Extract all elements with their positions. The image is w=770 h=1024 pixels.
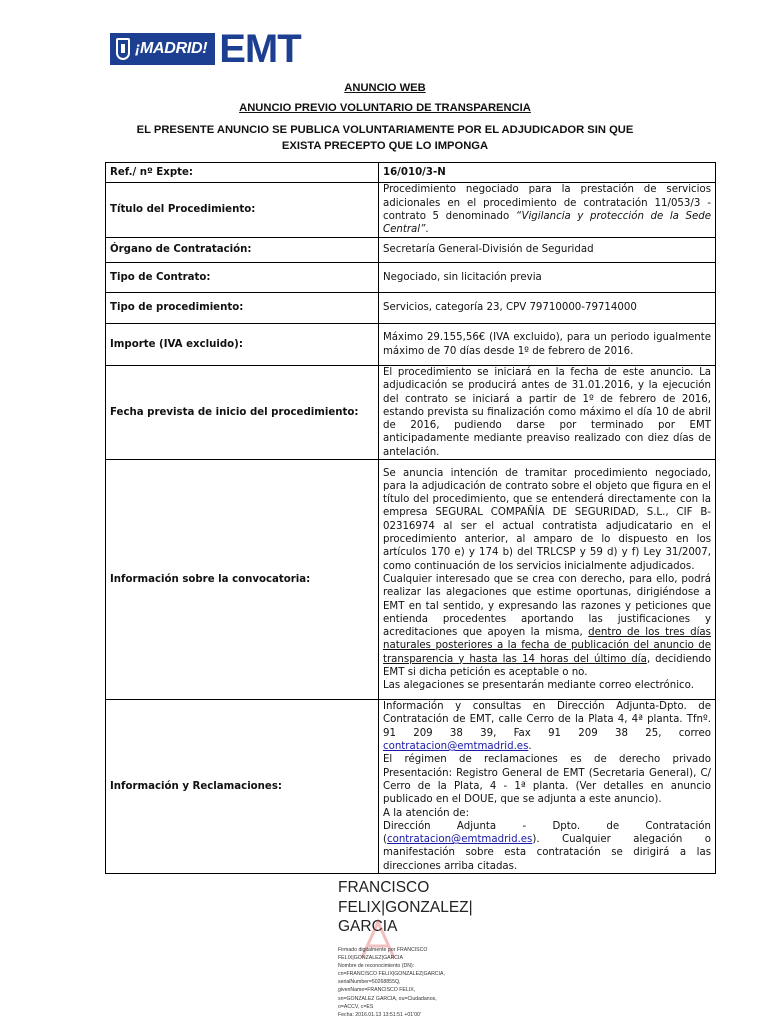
table-row-tipo-procedimiento <box>106 293 716 324</box>
importe-value: Máximo 29.155,56€ (IVA excluido), para un periodo igualmente máximo de 70 días desde 1º de febrero de 2016. <box>379 324 716 366</box>
convocatoria-paragraph-2: Cualquier interesado que se crea con derecho, para ello, podrá realizar las alegaciones que estime oportunas, dirigiéndose a EMT en tal sentido, y expresando las razones y peticiones que entienda procedentes aportando las justificaciones y acreditaciones que apoyen la misma, dentro de los tres días naturales posteriores a la fecha de publicación del anuncio de transparencia y hasta las 14 horas del último día, decidiendo EMT si dicha petición es aceptable o no. <box>383 573 711 678</box>
signer-name-line-2: FELIX|GONZALEZ| <box>338 898 473 916</box>
email-link[interactable]: contratacion@emtmadrid.es <box>383 741 529 753</box>
titulo-label: Título del Procedimiento: <box>106 183 379 238</box>
ref-label: Ref./ nº Expte: <box>106 163 379 183</box>
signer-name-line-3: GARCIA <box>338 918 398 935</box>
document-subtitle: ANUNCIO PREVIO VOLUNTARIO DE TRANSPARENCIA <box>239 102 531 114</box>
digital-signature <box>338 878 473 1018</box>
document-title: ANUNCIO WEB <box>344 82 426 94</box>
reclamaciones-label: Información y Reclamaciones: <box>106 700 379 874</box>
reclamaciones-value <box>379 700 716 874</box>
reclamaciones-paragraph-3: A la atención de: <box>383 807 470 819</box>
tipo-contrato-value: Negociado, sin licitación previa <box>379 263 716 293</box>
table-row-importe <box>106 324 716 366</box>
fecha-value: El procedimiento se iniciará en la fecha de este anuncio. La adjudicación se producirá antes de 31.01.2016, y la ejecución del contrato se iniciará a partir de 1º de febrero de 2016, estando prevista su finalización como máximo el día 10 de abril de 2016, pudiendo darse por terminado por EMT anticipadamente mediante preaviso realizado con diez días de antelación. <box>379 366 716 460</box>
deadline-text: dentro de los tres días naturales posteriores a la fecha de publicación del anuncio de transparencia y hasta las 14 horas del último día <box>383 627 711 665</box>
ref-value: 16/010/3-N <box>379 163 716 183</box>
tipo-procedimiento-label: Tipo de procedimiento: <box>106 293 379 324</box>
organo-value: Secretaría General-División de Seguridad <box>379 238 716 263</box>
table-row-tipo-contrato <box>106 263 716 293</box>
table-row-ref <box>106 163 716 183</box>
madrid-badge <box>110 33 215 65</box>
fecha-label: Fecha prevista de inicio del procedimiento: <box>106 366 379 460</box>
tipo-procedimiento-value: Servicios, categoría 23, CPV 79710000-79714000 <box>379 293 716 324</box>
signature-details: Firmado digitalmente por FRANCISCO FELIX|GONZALEZ|GARCIA Nombre de reconocimiento (DN): cn=FRANCISCO FELIX|GONZALEZ|GARCIA, serialNumber=50268855Q, givenName=FRANCISCO FELIX, sn=GONZALEZ GARCIA, ou=Ciudadanos, o=ACCV, c=ES Fecha: 2016.01.13 13:51:51 +01'00' <box>338 947 445 1018</box>
reclamaciones-paragraph-1: Información y consultas en Dirección Adjunta-Dpto. de Contratación de EMT, calle Cerro de la Plata 4, 4ª planta. Tfnº. 91 209 38 39, Fax 91 209 38 25, correo contratacion@emtmadrid.es. <box>383 701 711 753</box>
madrid-crest-icon <box>116 38 130 60</box>
notice-line-2: EXISTA PRECEPTO QUE LO IMPONGA <box>281 140 489 152</box>
table-row-fecha <box>106 366 716 460</box>
table-row-convocatoria <box>106 460 716 700</box>
email-link-2[interactable]: contratacion@emtmadrid.es <box>386 834 533 846</box>
organo-label: Órgano de Contratación: <box>106 238 379 263</box>
convocatoria-value <box>379 460 716 700</box>
tipo-contrato-label: Tipo de Contrato: <box>106 263 379 293</box>
convocatoria-label: Información sobre la convocatoria: <box>106 460 379 700</box>
table-row-titulo <box>106 183 716 238</box>
importe-label: Importe (IVA excluido): <box>106 324 379 366</box>
convocatoria-paragraph-1: Se anuncia intención de tramitar procedimiento negociado, para la adjudicación de contrato sobre el objeto que figura en el título del procedimiento, que se entenderá directamente con la empresa SEGURAL COMPAÑÍA DE SEGURIDAD, S.L., CIF B-02316974 al ser el actual contratista adjudicatario en el procedimiento anterior, al amparo de lo dispuesto en los artículos 170 e) y 174 b) del TRLCSP y 59 d) y f) Ley 31/2007, como continuación de los servicios inicialmente adjudicados. <box>383 467 711 572</box>
reclamaciones-paragraph-4: Dirección Adjunta - Dpto. de Contratación (contratacion@emtmadrid.es). Cualquier alegación o manifestación sobre esta contratación se dirigirá a las direcciones arriba citadas. <box>383 820 711 872</box>
signer-name-line-1: FRANCISCO <box>338 879 430 896</box>
emt-wordmark: EMT <box>219 27 301 71</box>
announcement-table <box>105 162 716 874</box>
table-row-organo <box>106 238 716 263</box>
titulo-value: Procedimiento negociado para la prestación de servicios adicionales en el procedimiento de contratación 11/053/3 - contrato 5 denominado “Vigilancia y protección de la Sede Central”. <box>379 183 716 238</box>
table-row-reclamaciones <box>106 700 716 874</box>
reclamaciones-paragraph-2: El régimen de reclamaciones es de derecho privado Presentación: Registro General de EMT (Secretaria General), C/ Cerro de la Plata, 4 - 1ª planta. (Ver detalles en anuncio publicado en el DOUE, que se adjunta a este anuncio). <box>383 754 711 806</box>
emt-logo <box>110 27 301 71</box>
convocatoria-paragraph-3: Las alegaciones se presentarán mediante correo electrónico. <box>383 680 694 692</box>
madrid-wordmark: ¡MADRID! <box>135 40 208 57</box>
notice-line-1: EL PRESENTE ANUNCIO SE PUBLICA VOLUNTARIAMENTE POR EL ADJUDICADOR SIN QUE <box>136 124 634 136</box>
